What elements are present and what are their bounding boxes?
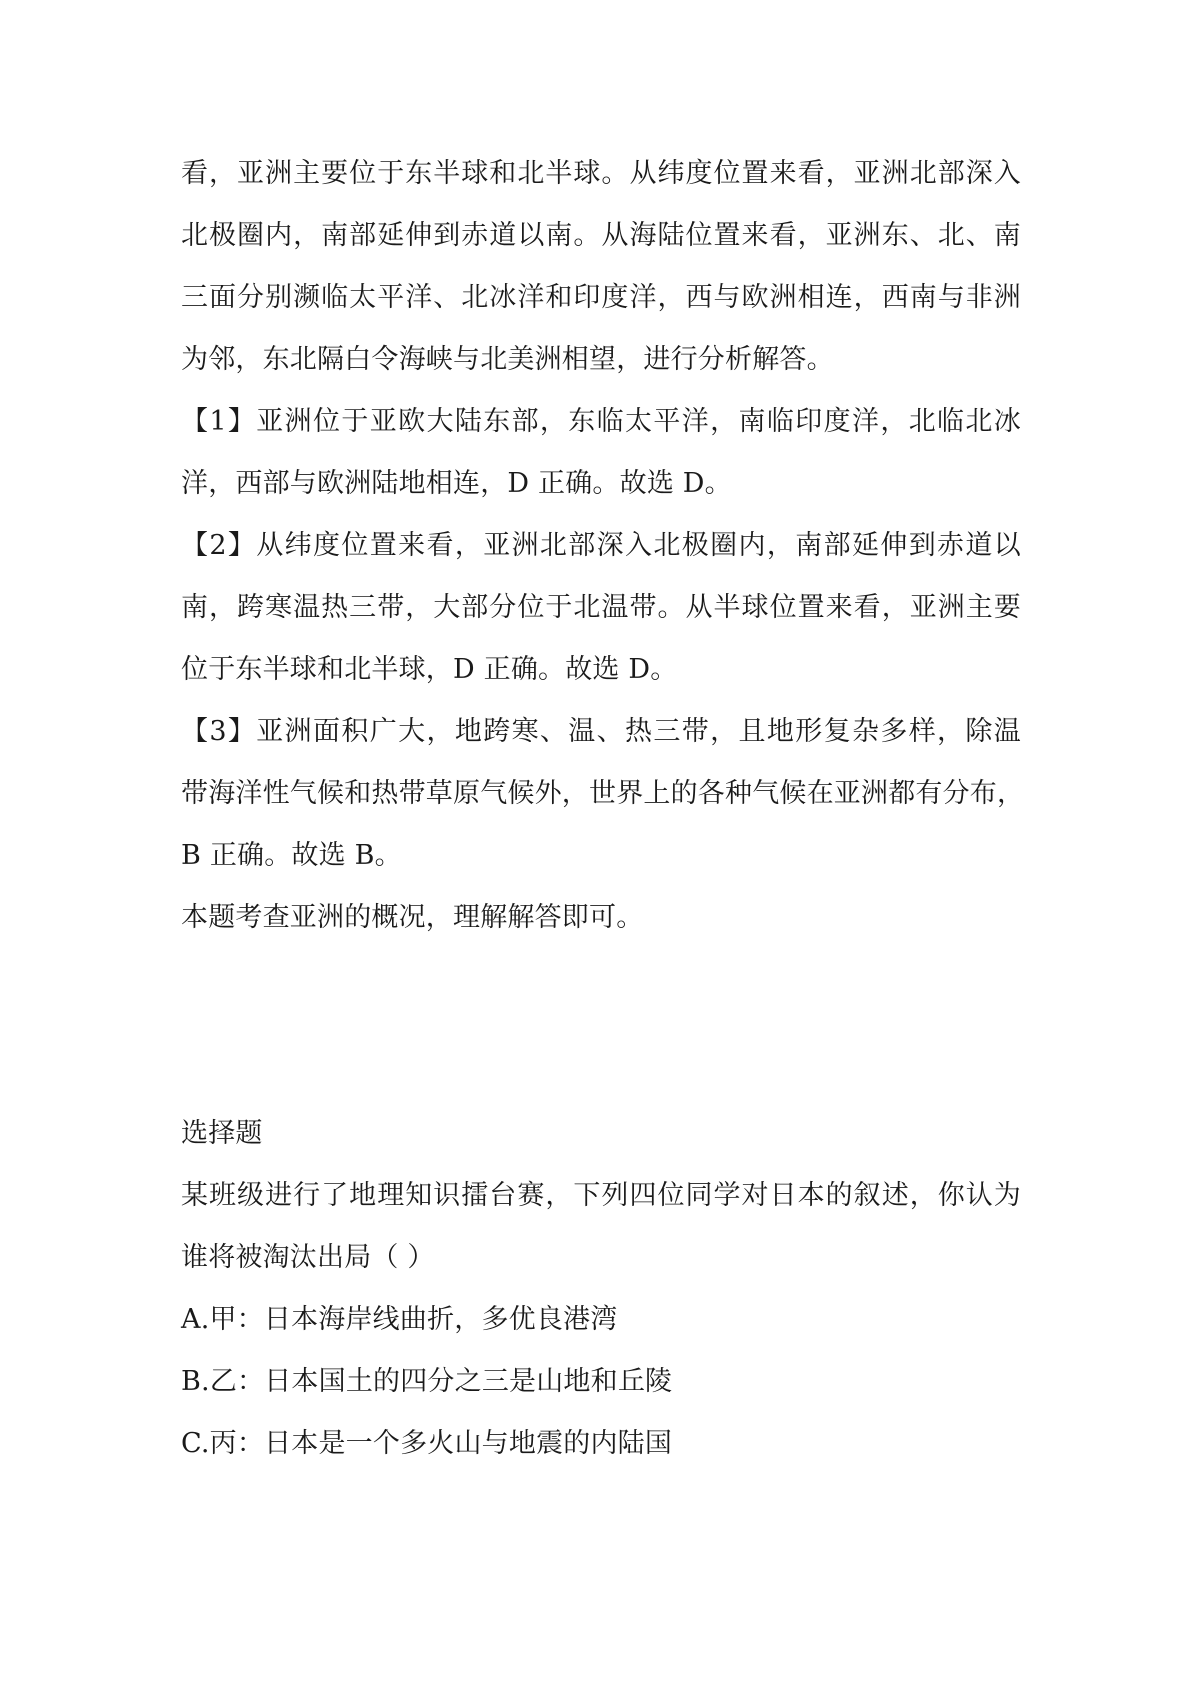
explanation-line: 带海洋性气候和热带草原气候外，世界上的各种气候在亚洲都有分布， — [181, 778, 1025, 809]
explanation-line: 洋，西部与欧洲陆地相连，D 正确。故选 D。 — [181, 468, 732, 499]
explanation-point-2: 【2】从纬度位置来看，亚洲北部深入北极圈内，南部延伸到赤道以 — [181, 530, 1021, 561]
explanation-line: 北极圈内，南部延伸到赤道以南。从海陆位置来看，亚洲东、北、南 — [181, 220, 1021, 251]
option-b: B.乙：日本国土的四分之三是山地和丘陵 — [181, 1366, 673, 1397]
question-stem-line: 谁将被淘汰出局（ ） — [181, 1242, 435, 1273]
explanation-line: 南，跨寒温热三带，大部分位于北温带。从半球位置来看，亚洲主要 — [181, 592, 1021, 623]
explanation-line: 看，亚洲主要位于东半球和北半球。从纬度位置来看，亚洲北部深入 — [181, 158, 1021, 189]
option-c: C.丙：日本是一个多火山与地震的内陆国 — [181, 1428, 673, 1459]
explanation-line: 三面分别濒临太平洋、北冰洋和印度洋，西与欧洲相连，西南与非洲 — [181, 282, 1021, 313]
answer-explanation — [181, 143, 1025, 949]
explanation-point-1: 【1】亚洲位于亚欧大陆东部，东临太平洋，南临印度洋，北临北冰 — [181, 406, 1021, 437]
explanation-summary: 本题考查亚洲的概况，理解解答即可。 — [181, 902, 644, 933]
explanation-line: 为邻，东北隔白令海峡与北美洲相望，进行分析解答。 — [181, 344, 834, 375]
question-stem-line: 某班级进行了地理知识擂台赛，下列四位同学对日本的叙述，你认为 — [181, 1180, 1021, 1211]
explanation-point-3: 【3】亚洲面积广大，地跨寒、温、热三带，且地形复杂多样，除温 — [181, 716, 1021, 747]
question-type-label: 选择题 — [181, 1118, 263, 1149]
explanation-line: B 正确。故选 B。 — [181, 840, 402, 871]
question-block — [181, 1103, 1021, 1475]
option-a: A.甲：日本海岸线曲折，多优良港湾 — [181, 1304, 618, 1335]
explanation-line: 位于东半球和北半球，D 正确。故选 D。 — [181, 654, 678, 685]
